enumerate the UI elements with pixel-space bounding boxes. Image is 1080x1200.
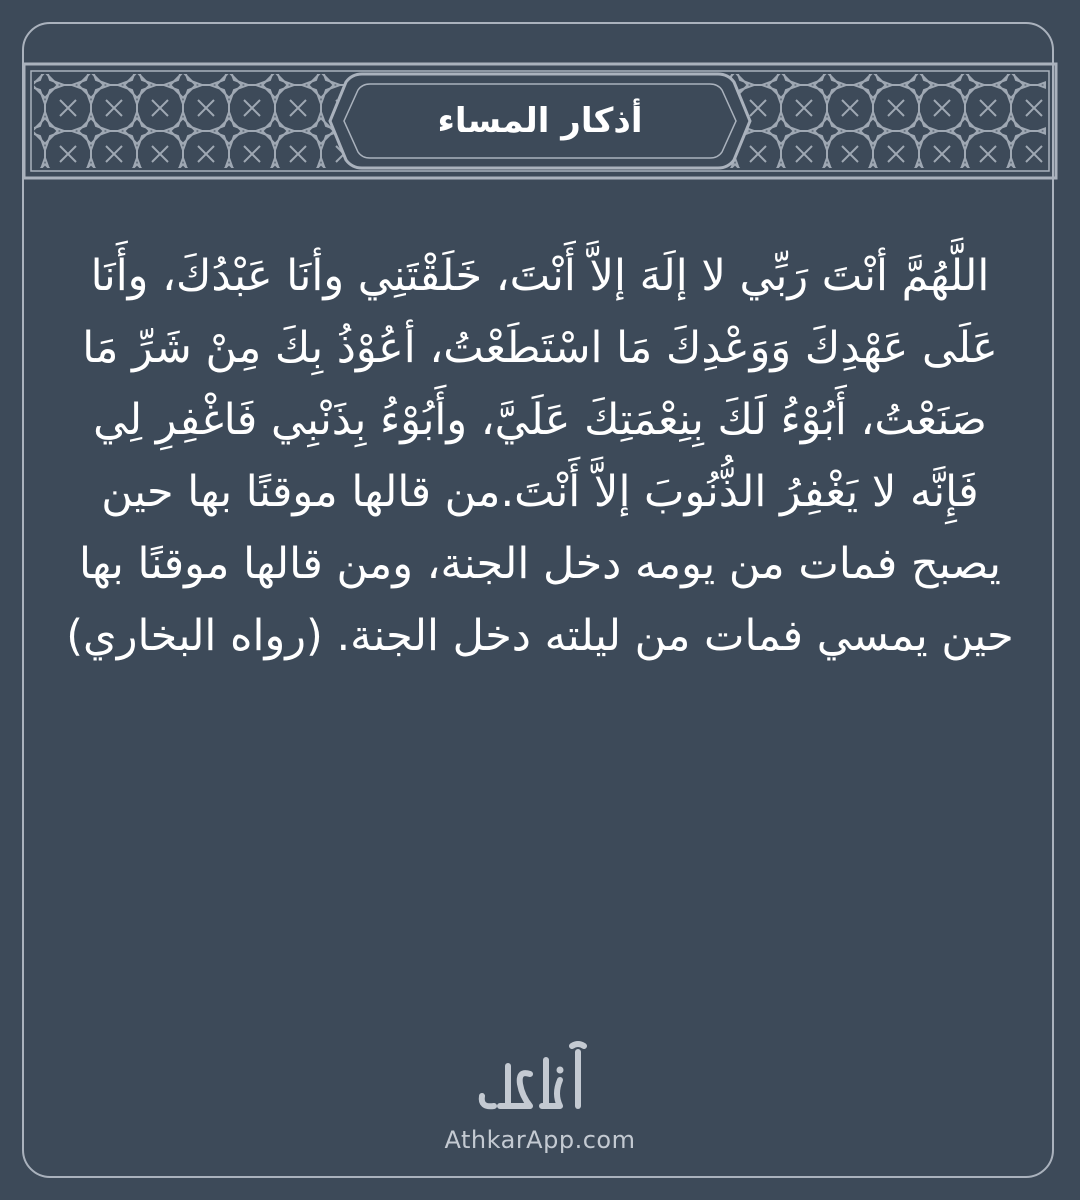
athkar-logo-icon — [440, 1040, 640, 1124]
title-banner — [22, 62, 1058, 180]
app-logo — [440, 1040, 640, 1154]
dhikr-text: اللَّهُمَّ أنْتَ رَبِّي لا إلَهَ إلاَّ أَنْتَ، خَلَقْتَنِي وأنَا عَبْدُكَ، وأَنَا عَلَى عَهْدِكَ وَوَعْدِكَ مَا اسْتَطَعْتُ، أعُوْذُ بِكَ مِنْ شَرِّ مَا صَنَعْتُ، أَبُوْءُ لَكَ بِنِعْمَتِكَ عَلَيَّ، وأَبُوْءُ بِذَنْبِي فَاغْفِرِ لِي فَإِنَّه لا يَغْفِرُ الذُّنُوبَ إلاَّ أَنْتَ.من قالها موقنًا بها حين يصبح فمات من يومه دخل الجنة، ومن قالها موقنًا بها حين يمسي فمات من ليلته دخل الجنة. (رواه البخاري) — [66, 251, 1014, 661]
page-title: أذكار المساء — [437, 101, 643, 141]
app-url[interactable]: AthkarApp.com — [444, 1126, 636, 1154]
